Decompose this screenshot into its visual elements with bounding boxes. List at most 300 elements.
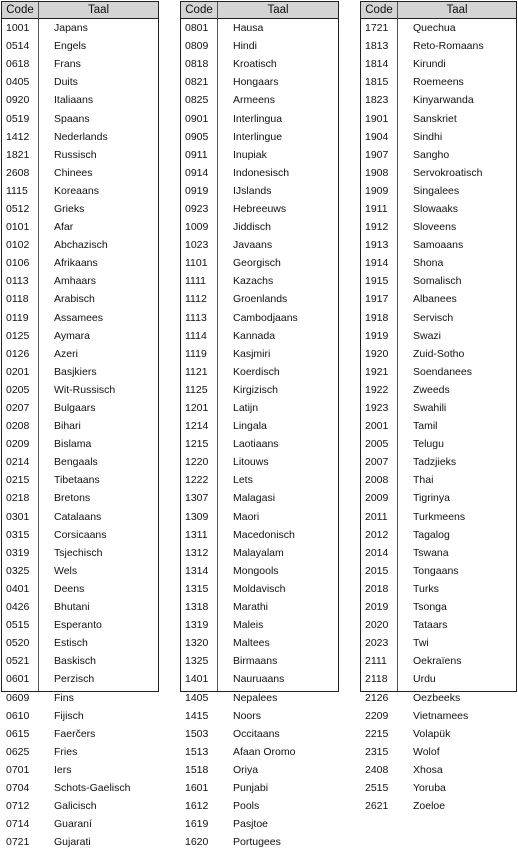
table-row [2, 725, 158, 743]
language-name: Italiaans [54, 94, 94, 107]
language-name: Tigrinya [413, 492, 450, 505]
table-row [181, 182, 338, 200]
language-name: Cambodjaans [233, 311, 298, 324]
language-name: Swahili [413, 402, 447, 415]
table-row [181, 73, 338, 91]
table-row [2, 91, 158, 109]
table-row [361, 37, 516, 55]
table-row [181, 652, 338, 670]
table-row [361, 435, 516, 453]
language-name: Quechua [413, 22, 456, 35]
language-code: 0512 [6, 202, 30, 215]
language-code: 0610 [6, 709, 30, 722]
language-code: 0215 [6, 474, 30, 487]
language-code: 0704 [6, 781, 30, 794]
language-name: Litouws [233, 456, 269, 469]
language-code: 2209 [365, 709, 389, 722]
language-code: 0301 [6, 510, 30, 523]
code-header: Code [361, 2, 398, 18]
language-name: Grieks [54, 202, 85, 215]
language-name: Russisch [54, 148, 97, 161]
language-code: 0214 [6, 456, 30, 469]
language-name: Fries [54, 745, 78, 758]
language-name: Maltees [233, 637, 270, 650]
language-name: Vietnamees [413, 709, 469, 722]
table-row [181, 200, 338, 218]
table-row [181, 797, 338, 815]
language-code: 1920 [365, 347, 389, 360]
table-row [361, 109, 516, 127]
language-code: 0126 [6, 347, 30, 360]
language-code: 0701 [6, 763, 30, 776]
language-code: 1904 [365, 130, 389, 143]
language-code: 0515 [6, 619, 30, 632]
table-row [181, 489, 338, 507]
language-code: 0319 [6, 546, 30, 559]
table-row [181, 109, 338, 127]
table-row [2, 182, 158, 200]
table-row [361, 73, 516, 91]
language-code: 0209 [6, 438, 30, 451]
language-name: Abchazisch [54, 239, 108, 252]
language-name: Koreaans [54, 184, 99, 197]
language-name: Kroatisch [233, 58, 277, 71]
table-row [181, 128, 338, 146]
language-code: 1319 [185, 619, 209, 632]
language-name: Chinees [54, 166, 93, 179]
table-row [181, 327, 338, 345]
language-code: 2020 [365, 619, 389, 632]
table-row [181, 598, 338, 616]
table-row [361, 508, 516, 526]
language-name: Oekraïens [413, 655, 462, 668]
table-row [2, 345, 158, 363]
language-name: Spaans [54, 112, 90, 125]
table-row [2, 833, 158, 851]
table-row [2, 743, 158, 761]
language-code: 1619 [185, 818, 209, 831]
language-name: Shona [413, 257, 444, 270]
table-row [2, 272, 158, 290]
language-name: Engels [54, 40, 87, 53]
table-row [181, 616, 338, 634]
language-name: Zoeloe [413, 800, 446, 813]
table-row [2, 146, 158, 164]
language-code: 1815 [365, 76, 389, 89]
table-row [2, 363, 158, 381]
language-header: Taal [87, 4, 110, 16]
table-row [2, 435, 158, 453]
language-name: Assamees [54, 311, 104, 324]
table-row [181, 19, 338, 37]
table-row [361, 779, 516, 797]
language-name: Sloveens [413, 221, 457, 234]
table-row [2, 381, 158, 399]
language-name: Arabisch [54, 293, 95, 306]
table-row [361, 200, 516, 218]
table-row [361, 417, 516, 435]
language-code: 1908 [365, 166, 389, 179]
language-name: Maori [233, 510, 260, 523]
language-code: 0821 [185, 76, 209, 89]
language-name: Samoaans [413, 239, 464, 252]
table-row [361, 146, 516, 164]
language-name: Hindi [233, 40, 257, 53]
language-name: Servokroatisch [413, 166, 483, 179]
language-code: 0609 [6, 691, 30, 704]
table-row [181, 236, 338, 254]
language-name: Singalees [413, 184, 460, 197]
language-name: Tsjechisch [54, 546, 103, 559]
language-code: 1914 [365, 257, 389, 270]
table-row [2, 761, 158, 779]
language-code: 0901 [185, 112, 209, 125]
language-code: 1612 [185, 800, 209, 813]
language-name: Tataars [413, 619, 448, 632]
table-row [2, 128, 158, 146]
language-name: Tswana [413, 546, 449, 559]
language-name: Kazachs [233, 275, 274, 288]
language-code: 1915 [365, 275, 389, 288]
table-row [181, 309, 338, 327]
language-header: Taal [267, 4, 289, 16]
table-row [181, 381, 338, 399]
table-row [181, 580, 338, 598]
language-code: 1821 [6, 148, 30, 161]
language-name: Latijn [233, 402, 259, 415]
language-code: 0615 [6, 727, 30, 740]
language-code: 2008 [365, 474, 389, 487]
language-name: Groenlands [233, 293, 288, 306]
language-name: Kirundi [413, 58, 446, 71]
language-code: 1513 [185, 745, 209, 758]
language-code: 0519 [6, 112, 30, 125]
language-name: Pasjtoe [233, 818, 269, 831]
table-row [2, 634, 158, 652]
language-name: Occitaans [233, 727, 280, 740]
code-header: Code [181, 2, 218, 18]
language-code: 0801 [185, 22, 209, 35]
language-code: 1114 [185, 329, 207, 342]
table-row [181, 345, 338, 363]
table-row [361, 725, 516, 743]
table-row [2, 55, 158, 73]
table-row [2, 254, 158, 272]
language-code: 0119 [6, 311, 29, 324]
language-name: Basjkiers [54, 365, 97, 378]
language-name: Macedonisch [233, 528, 295, 541]
language-name: Zuid-Sotho [413, 347, 465, 360]
language-code: 1318 [185, 601, 209, 614]
table-row [361, 471, 516, 489]
language-code: 1503 [185, 727, 209, 740]
language-name: Kinyarwanda [413, 94, 474, 107]
table-row [361, 616, 516, 634]
language-name: Oezbeeks [413, 691, 461, 704]
language-code: 1813 [365, 40, 389, 53]
language-code: 2608 [6, 166, 30, 179]
table-row [361, 743, 516, 761]
language-code: 0923 [185, 202, 209, 215]
language-code: 1922 [365, 383, 389, 396]
language-code: 2118 [365, 673, 388, 686]
language-name: Interlingua [233, 112, 283, 125]
language-name: Sindhi [413, 130, 443, 143]
table-row [361, 128, 516, 146]
language-code: 0405 [6, 76, 30, 89]
language-code: 1620 [185, 836, 209, 849]
language-name: Amhaars [54, 275, 97, 288]
table-row [2, 218, 158, 236]
table-row [2, 73, 158, 91]
table-row [2, 417, 158, 435]
language-code: 1201 [185, 402, 209, 415]
table-row [181, 435, 338, 453]
language-code: 0920 [6, 94, 30, 107]
table-row [181, 833, 338, 851]
language-name: Moldavisch [233, 582, 286, 595]
table-row [181, 91, 338, 109]
table-row [361, 19, 516, 37]
language-name: Malagasi [233, 492, 276, 505]
language-name: Marathi [233, 601, 269, 614]
language-code: 1222 [185, 474, 209, 487]
table-row [2, 797, 158, 815]
language-code: 2215 [365, 727, 389, 740]
table-row [361, 381, 516, 399]
table-row [361, 544, 516, 562]
table-header [361, 2, 516, 19]
language-name: Tongaans [413, 564, 459, 577]
language-name: Bhutani [54, 601, 90, 614]
language-code: 0818 [185, 58, 209, 71]
language-code: 2011 [365, 510, 388, 523]
language-name: Esperanto [54, 619, 102, 632]
table-row [361, 761, 516, 779]
language-code: 0521 [6, 655, 30, 668]
language-code: 2408 [365, 763, 389, 776]
language-code: 2014 [365, 546, 389, 559]
table-row [361, 236, 516, 254]
language-name: Yoruba [413, 781, 446, 794]
language-name: Aymara [54, 329, 90, 342]
language-name: Nederlands [54, 130, 108, 143]
table-row [361, 598, 516, 616]
language-code: 1320 [185, 637, 209, 650]
table-row [361, 182, 516, 200]
language-name: Afar [54, 221, 74, 234]
table-header [181, 2, 338, 19]
table-row [181, 254, 338, 272]
language-code: 0712 [6, 800, 30, 813]
language-name: Iers [54, 763, 72, 776]
language-name: Fijisch [54, 709, 84, 722]
language-name: Baskisch [54, 655, 97, 668]
language-name: Noors [233, 709, 262, 722]
language-name: Servisch [413, 311, 454, 324]
language-code: 0118 [6, 293, 29, 306]
language-code: 0911 [185, 148, 208, 161]
language-name: Interlingue [233, 130, 283, 143]
table-row [181, 761, 338, 779]
table-row [361, 254, 516, 272]
table-row [181, 290, 338, 308]
table-row [2, 200, 158, 218]
language-name: Oriya [233, 763, 259, 776]
language-code: 2126 [365, 691, 389, 704]
table-row [2, 598, 158, 616]
table-row [2, 327, 158, 345]
language-code: 0601 [6, 673, 30, 686]
table-row [2, 562, 158, 580]
language-code: 2315 [365, 745, 389, 758]
language-name: Portugees [233, 836, 281, 849]
language-code: 0201 [6, 365, 30, 378]
language-code: 1119 [185, 347, 207, 360]
language-code: 1601 [185, 781, 209, 794]
table-row [361, 797, 516, 815]
language-code: 0426 [6, 601, 30, 614]
language-name: Wolof [413, 745, 440, 758]
language-name: Afrikaans [54, 257, 98, 270]
table-row [2, 453, 158, 471]
language-name: Catalaans [54, 510, 102, 523]
language-table-3 [360, 1, 517, 813]
table-header [2, 2, 158, 19]
language-code: 0218 [6, 492, 30, 505]
language-name: Lingala [233, 420, 267, 433]
language-name: Inupiak [233, 148, 267, 161]
language-name: Wels [54, 564, 78, 577]
table-row [361, 91, 516, 109]
language-code: 0809 [185, 40, 209, 53]
language-name: Albanees [413, 293, 457, 306]
language-code: 1919 [365, 329, 389, 342]
language-code: 1921 [365, 365, 389, 378]
table-row [2, 779, 158, 797]
language-name: Japans [54, 22, 88, 35]
table-row [361, 55, 516, 73]
language-name: Georgisch [233, 257, 281, 270]
language-code: 1112 [185, 293, 207, 306]
language-name: Koerdisch [233, 365, 280, 378]
table-row [361, 345, 516, 363]
language-code: 0207 [6, 402, 30, 415]
table-row [181, 743, 338, 761]
language-code: 0205 [6, 383, 30, 396]
language-name: Schots-Gaelisch [54, 781, 131, 794]
language-name: Tsonga [413, 601, 447, 614]
language-name: Deens [54, 582, 85, 595]
language-name: Hongaars [233, 76, 279, 89]
language-code: 1814 [365, 58, 389, 71]
table-row [2, 109, 158, 127]
language-code: 0101 [6, 221, 30, 234]
language-name: Slowaaks [413, 202, 458, 215]
language-code: 0520 [6, 637, 30, 650]
language-code: 0125 [6, 329, 30, 342]
table-row [2, 580, 158, 598]
language-name: Hebreeuws [233, 202, 287, 215]
table-row [181, 562, 338, 580]
language-name: Zweeds [413, 383, 450, 396]
language-code: 2111 [365, 655, 387, 668]
language-code: 1101 [185, 257, 208, 270]
language-code: 0113 [6, 275, 29, 288]
table-row [2, 37, 158, 55]
table-row [361, 309, 516, 327]
language-code: 0618 [6, 58, 30, 71]
table-row [181, 55, 338, 73]
table-row [181, 634, 338, 652]
table-row [2, 670, 158, 688]
language-code: 0825 [185, 94, 209, 107]
language-name: Guaraní [54, 818, 92, 831]
language-code: 1001 [6, 22, 30, 35]
table-row [2, 471, 158, 489]
table-row [181, 417, 338, 435]
language-name: Afaan Oromo [233, 745, 296, 758]
table-row [181, 670, 338, 688]
language-code: 1115 [6, 184, 28, 197]
language-code: 0714 [6, 818, 30, 831]
language-name: Faerčers [54, 727, 96, 740]
language-name: Armeens [233, 94, 276, 107]
table-row [2, 508, 158, 526]
language-name: Tibetaans [54, 474, 100, 487]
language-name: Roemeens [413, 76, 464, 89]
table-row [2, 164, 158, 182]
language-name: IJslands [233, 184, 272, 197]
language-code: 2015 [365, 564, 389, 577]
language-code: 2005 [365, 438, 389, 451]
table-row [181, 725, 338, 743]
language-code: 1311 [185, 528, 208, 541]
code-header: Code [2, 2, 39, 18]
table-row [361, 562, 516, 580]
language-name: Kasjmiri [233, 347, 271, 360]
language-code: 1412 [6, 130, 30, 143]
table-row [2, 399, 158, 417]
language-name: Turkmeens [413, 510, 466, 523]
language-name: Tamil [413, 420, 438, 433]
table-row [181, 707, 338, 725]
language-code: 1721 [365, 22, 389, 35]
language-code: 1405 [185, 691, 209, 704]
language-code: 0315 [6, 528, 30, 541]
language-name: Malayalam [233, 546, 284, 559]
language-name: Corsicaans [54, 528, 107, 541]
language-code: 1401 [185, 673, 209, 686]
language-code: 1325 [185, 655, 209, 668]
table-row [181, 508, 338, 526]
table-row [361, 670, 516, 688]
language-name: Thai [413, 474, 434, 487]
language-code: 1113 [185, 311, 207, 324]
language-name: Gujarati [54, 836, 91, 849]
language-name: Hausa [233, 22, 264, 35]
language-name: Wit-Russisch [54, 383, 116, 396]
language-name: Tagalog [413, 528, 450, 541]
table-row [2, 707, 158, 725]
language-code: 1518 [185, 763, 209, 776]
table-row [361, 218, 516, 236]
language-name: Kirgizisch [233, 383, 278, 396]
table-row [2, 652, 158, 670]
language-name: Kannada [233, 329, 276, 342]
language-code: 0325 [6, 564, 30, 577]
language-code: 1823 [365, 94, 389, 107]
